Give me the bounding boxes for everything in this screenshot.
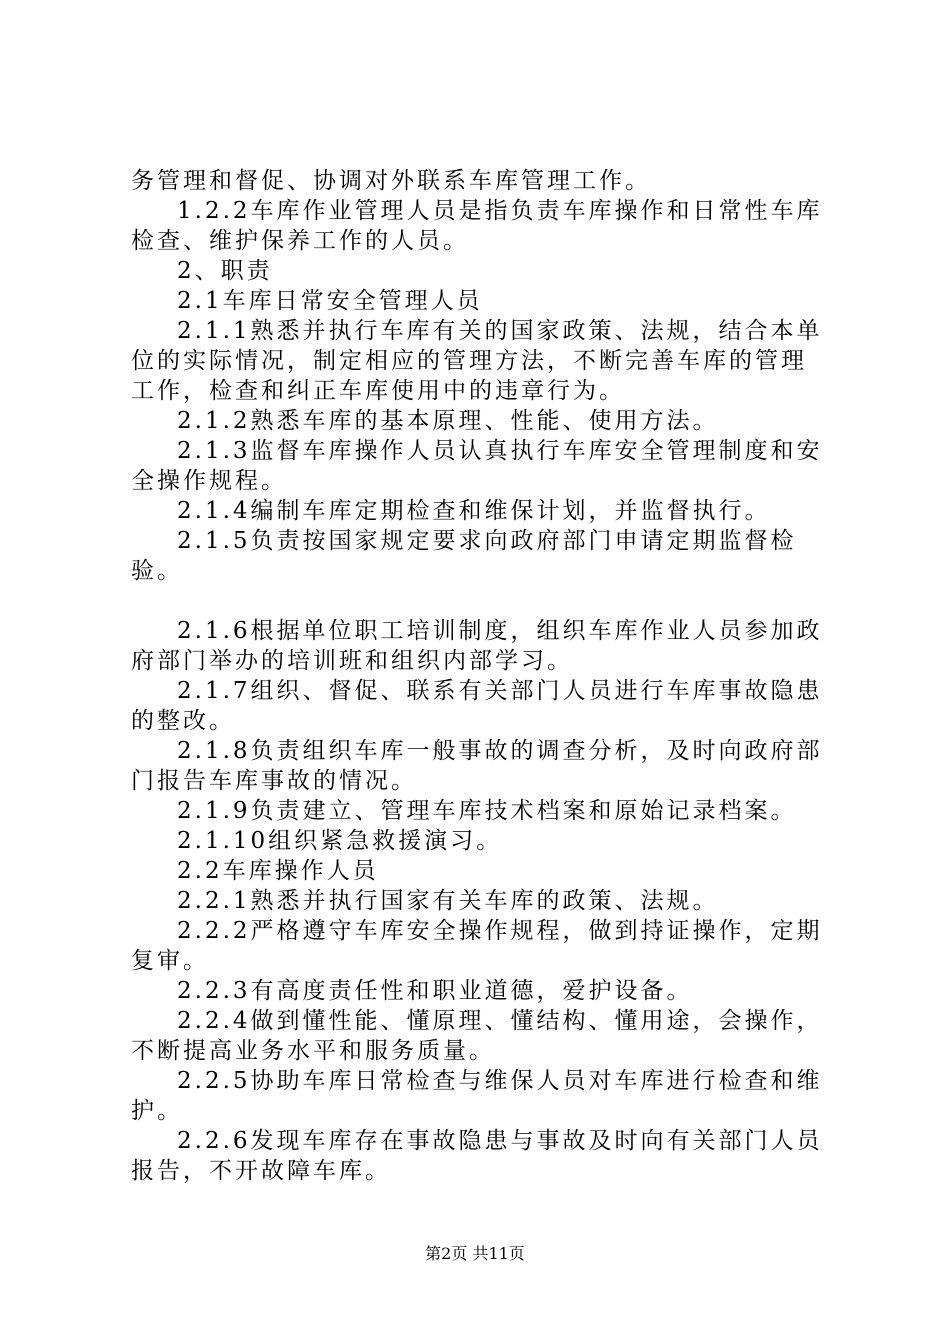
paragraph-2-2-4: 2.2.4做到懂性能、懂原理、懂结构、懂用途，会操作，不断提高业务水平和服务质量。 — [131, 1008, 823, 1064]
paragraph-2-1-2: 2.1.2熟悉车库的基本原理、性能、使用方法。 — [177, 408, 719, 434]
subsection-heading-2-1: 2.1车库日常安全管理人员 — [177, 288, 483, 314]
paragraph-2-1-5: 2.1.5负责按国家规定要求向政府部门申请定期监督检验。 — [131, 528, 797, 584]
paragraph-continuation: 务管理和督促、协调对外联系车库管理工作。 — [131, 168, 651, 194]
paragraph-2-2-6: 2.2.6发现车库存在事故隐患与事故及时向有关部门人员报告，不开故障车库。 — [131, 1128, 823, 1184]
paragraph-1-2-2: 1.2.2车库作业管理人员是指负责车库操作和日常性车库检查、维护保养工作的人员。 — [131, 198, 823, 254]
subsection-heading-2-2: 2.2车库操作人员 — [177, 858, 379, 884]
paragraph-2-1-1: 2.1.1熟悉并执行车库有关的国家政策、法规，结合本单位的实际情况，制定相应的管理方法，不断完善车库的管理工作，检查和纠正车库使用中的违章行为。 — [131, 318, 823, 404]
paragraph-2-2-5: 2.2.5协助车库日常检查与维保人员对车库进行检查和维护。 — [131, 1068, 823, 1124]
blank-line — [131, 586, 831, 616]
paragraph-2-2-1: 2.2.1熟悉并执行国家有关车库的政策、法规。 — [177, 888, 719, 914]
paragraph-2-1-7: 2.1.7组织、督促、联系有关部门人员进行车库事故隐患的整改。 — [131, 678, 823, 734]
paragraph-2-1-3: 2.1.3监督车库操作人员认真执行车库安全管理制度和安全操作规程。 — [131, 438, 823, 494]
paragraph-2-1-10: 2.1.10组织紧急救援演习。 — [177, 828, 503, 854]
page-footer: 第2页 共11页 — [425, 1244, 525, 1263]
paragraph-2-1-8: 2.1.8负责组织车库一般事故的调查分析，及时向政府部门报告车库事故的情况。 — [131, 738, 823, 794]
section-heading-duties: 2、职责 — [177, 258, 273, 284]
paragraph-2-1-6: 2.1.6根据单位职工培训制度，组织车库作业人员参加政府部门举办的培训班和组织内部学习。 — [131, 618, 823, 674]
paragraph-2-1-4: 2.1.4编制车库定期检查和维保计划，并监督执行。 — [177, 498, 771, 524]
paragraph-2-2-2: 2.2.2严格遵守车库安全操作规程，做到持证操作，定期复审。 — [131, 918, 823, 974]
paragraph-2-2-3: 2.2.3有高度责任性和职业道德，爱护设备。 — [177, 978, 693, 1004]
document-body — [131, 166, 831, 1186]
paragraph-2-1-9: 2.1.9负责建立、管理车库技术档案和原始记录档案。 — [177, 798, 797, 824]
